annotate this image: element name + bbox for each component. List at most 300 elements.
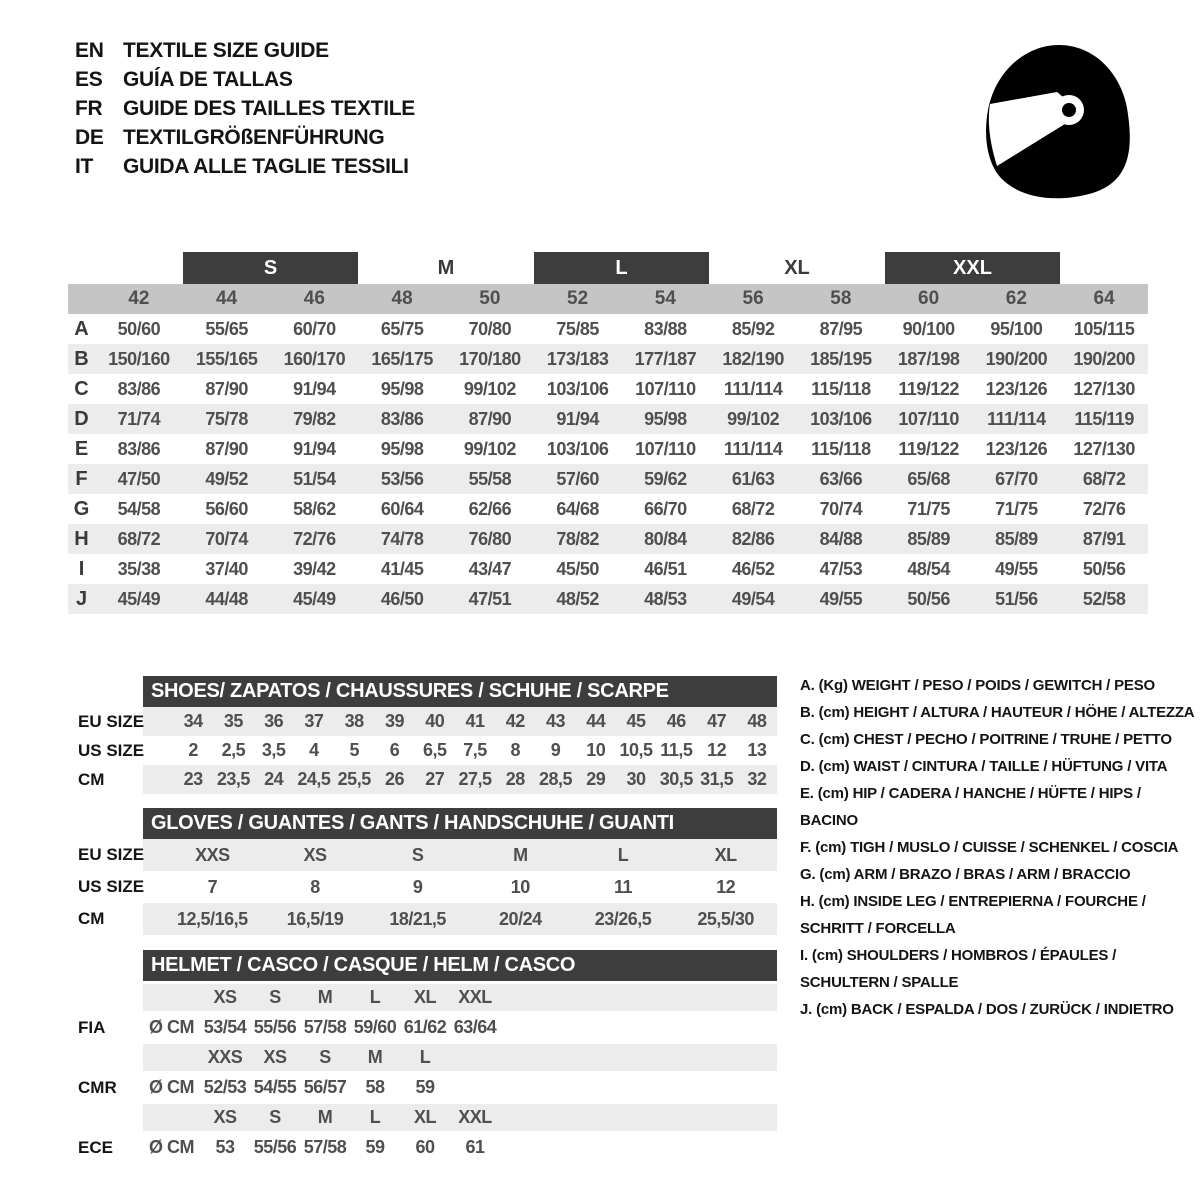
value-cell: 123/126 — [985, 438, 1048, 459]
value-band — [143, 1131, 777, 1164]
value-cell: 65/75 — [380, 318, 424, 339]
value-cell: 115/118 — [811, 378, 871, 399]
size-cell: L — [369, 987, 381, 1007]
language-row — [75, 94, 415, 123]
value-cell: 177/187 — [634, 348, 697, 369]
value-band — [143, 871, 777, 903]
value-cell: 65/68 — [907, 468, 950, 489]
value-cell: 27 — [425, 769, 445, 789]
value-cell: 8 — [310, 876, 320, 897]
unit-label: Ø CM — [149, 1077, 194, 1097]
value-cell: 45 — [626, 711, 646, 731]
value-cell: 58/62 — [293, 498, 336, 519]
value-cell: 23 — [183, 769, 203, 789]
row-label: EU SIZE — [78, 845, 145, 864]
standard-label: CMR — [78, 1077, 117, 1097]
value-cell: 54/55 — [253, 1077, 297, 1097]
value-cell: 173/183 — [546, 348, 609, 369]
value-cell: 45/49 — [117, 588, 161, 609]
language-code: ES — [75, 67, 103, 91]
value-cell: 48/53 — [644, 588, 687, 609]
value-cell: 61/62 — [403, 1017, 447, 1037]
value-cell: 56/57 — [303, 1077, 347, 1097]
value-cell: 91/94 — [293, 378, 336, 399]
value-cell: 107/110 — [635, 378, 696, 399]
value-cell: 72/76 — [293, 528, 336, 549]
value-cell: 30,5 — [659, 769, 693, 789]
row-label: EU SIZE — [78, 711, 145, 731]
language-row — [75, 152, 415, 181]
value-cell: 119/122 — [898, 438, 959, 459]
value-cell: 72/76 — [1082, 498, 1126, 519]
value-cell: 68/72 — [731, 498, 775, 519]
value-cell: 59 — [415, 1077, 435, 1097]
size-group-s: S — [183, 252, 359, 284]
value-cell: 28,5 — [539, 769, 573, 789]
value-cell: 85/89 — [995, 528, 1038, 549]
value-cell: 48 — [747, 711, 767, 731]
value-cell: 68/72 — [117, 528, 161, 549]
value-cell: 103/106 — [546, 438, 609, 459]
row-label: US SIZE — [78, 877, 145, 896]
value-cell: 18/21,5 — [389, 908, 446, 929]
value-cell: 84/88 — [819, 528, 863, 549]
legend-item-j: J. (cm) BACK / ESPALDA / DOS / ZURÜCK / INDIETRO — [800, 1001, 1174, 1018]
row-letter: C — [74, 377, 89, 400]
value-cell: 95/98 — [644, 408, 687, 429]
value-cell: 45/49 — [293, 588, 336, 609]
value-cell: 11 — [613, 876, 632, 897]
row-letter: I — [78, 557, 85, 580]
value-cell: 60/64 — [380, 498, 424, 519]
value-cell: 190/200 — [985, 348, 1048, 369]
value-band — [143, 1011, 777, 1044]
value-cell: 59/62 — [644, 468, 687, 489]
value-cell: 42 — [505, 711, 525, 731]
value-cell: 12 — [716, 876, 736, 897]
size-header-56: 56 — [742, 288, 764, 309]
value-cell: 150/160 — [108, 348, 170, 369]
language-title: TEXTILE SIZE GUIDE — [123, 38, 329, 62]
value-cell: 25,5 — [337, 769, 371, 789]
value-cell: 155/165 — [195, 348, 258, 369]
value-cell: 44 — [586, 711, 606, 731]
value-cell: 57/58 — [303, 1137, 347, 1157]
textile-row-h — [68, 524, 1148, 554]
value-cell: 35 — [223, 711, 243, 731]
value-cell: 87/90 — [205, 438, 248, 459]
value-cell: 55/58 — [468, 468, 512, 489]
value-band — [143, 903, 777, 935]
value-cell: 87/90 — [205, 378, 248, 399]
language-title: GUIDA ALLE TAGLIE TESSILI — [123, 154, 409, 178]
value-cell: 83/86 — [117, 378, 161, 399]
measurement-legend — [800, 672, 1198, 1023]
size-group-row — [68, 252, 1148, 284]
value-cell: 127/130 — [1073, 378, 1135, 399]
value-cell: S — [411, 844, 424, 865]
value-cell: 82/86 — [731, 528, 775, 549]
size-band — [143, 984, 777, 1011]
value-cell: 107/110 — [635, 438, 696, 459]
value-cell: 53/56 — [380, 468, 424, 489]
value-cell: 10 — [510, 876, 530, 897]
value-cell: 83/86 — [380, 408, 424, 429]
language-row — [75, 36, 415, 65]
size-number-row — [68, 284, 1148, 314]
value-cell: 99/102 — [463, 378, 516, 399]
value-cell: 111/114 — [987, 408, 1046, 429]
value-cell: 52/53 — [203, 1077, 247, 1097]
value-cell: 46 — [666, 711, 686, 731]
value-cell: 79/82 — [293, 408, 336, 429]
value-cell: 51/56 — [995, 588, 1038, 609]
value-cell: 4 — [309, 740, 319, 760]
size-cell: M — [367, 1047, 383, 1067]
letter-spacer — [68, 284, 95, 314]
value-cell: 9 — [550, 740, 561, 760]
size-header-58: 58 — [830, 288, 852, 309]
helmet-size-row-ece — [68, 1104, 1158, 1131]
value-cell: 61/63 — [731, 468, 775, 489]
row-letter: D — [74, 407, 89, 430]
standard-label: FIA — [78, 1017, 106, 1037]
value-cell: 70/80 — [468, 318, 512, 339]
value-cell: 99/102 — [463, 438, 516, 459]
value-cell: 60/70 — [293, 318, 336, 339]
value-cell: 16,5/19 — [286, 908, 344, 929]
value-cell: 87/95 — [819, 318, 863, 339]
size-band — [143, 1044, 777, 1071]
size-cell: M — [317, 987, 333, 1007]
value-cell: 59/60 — [353, 1017, 397, 1037]
value-cell: 23,5 — [216, 769, 250, 789]
language-title-list — [75, 36, 415, 181]
value-cell: 103/106 — [546, 378, 609, 399]
value-cell: 26 — [384, 769, 404, 789]
value-cell: 30 — [626, 769, 646, 789]
value-cell: 127/130 — [1073, 438, 1135, 459]
value-cell: 46/52 — [731, 558, 775, 579]
language-title: GUÍA DE TALLAS — [123, 67, 293, 91]
value-cell: 66/70 — [644, 498, 687, 519]
standard-label: ECE — [78, 1137, 113, 1157]
textile-row-f — [68, 464, 1148, 494]
value-cell: 46/51 — [644, 558, 687, 579]
value-cell: 50/60 — [117, 318, 161, 339]
value-cell: 63/66 — [819, 468, 863, 489]
value-cell: 13 — [747, 740, 767, 760]
value-cell: 58 — [365, 1077, 385, 1097]
value-cell: 29 — [586, 769, 606, 789]
value-cell: 55/56 — [253, 1017, 297, 1037]
value-cell: 12,5/16,5 — [177, 908, 248, 929]
value-cell: 25,5/30 — [697, 908, 754, 929]
textile-row-e — [68, 434, 1148, 464]
row-label: US SIZE — [78, 740, 145, 760]
size-header-62: 62 — [1005, 288, 1027, 309]
value-cell: M — [513, 844, 528, 865]
row-label: CM — [78, 769, 105, 789]
value-cell: 83/88 — [644, 318, 687, 339]
row-letter: J — [75, 587, 88, 610]
value-cell: 76/80 — [468, 528, 512, 549]
size-group-l: L — [534, 252, 710, 284]
value-cell: 56/60 — [205, 498, 248, 519]
value-cell: 8 — [510, 740, 521, 760]
size-cell: L — [369, 1107, 381, 1127]
value-cell: 6 — [389, 740, 400, 760]
value-cell: 111/114 — [723, 378, 783, 399]
value-cell: 62/66 — [468, 498, 512, 519]
value-cell: 111/114 — [723, 438, 783, 459]
value-cell: 37/40 — [205, 558, 248, 579]
value-cell: 6,5 — [422, 740, 447, 760]
value-cell: 47 — [707, 711, 727, 731]
value-cell: 47/53 — [819, 558, 863, 579]
size-group-xl: XL — [784, 256, 810, 279]
gloves-section-title: GLOVES / GUANTES / GANTS / HANDSCHUHE / GUANTI — [143, 808, 777, 839]
value-cell: 5 — [349, 740, 359, 760]
value-cell: 49/55 — [819, 588, 863, 609]
value-cell: 75/78 — [205, 408, 248, 429]
value-cell: 36 — [264, 711, 284, 731]
value-cell: 7 — [207, 876, 218, 897]
helmet-value-row-cmr — [68, 1071, 1158, 1104]
unit-label: Ø CM — [149, 1137, 194, 1157]
value-cell: 41/45 — [380, 558, 424, 579]
value-cell: 103/106 — [810, 408, 872, 429]
size-cell: M — [317, 1107, 333, 1127]
value-band — [143, 1071, 777, 1104]
value-cell: 64/68 — [556, 498, 599, 519]
value-cell: 9 — [412, 876, 423, 897]
value-cell: 95/100 — [990, 318, 1043, 339]
value-cell: 119/122 — [898, 378, 959, 399]
value-cell: 165/175 — [371, 348, 433, 369]
value-cell: 50/56 — [1082, 558, 1126, 579]
legend-item-i: I. (cm) SHOULDERS / HOMBROS / ÉPAULES / SCHULTERN / SPALLE — [800, 947, 1117, 991]
row-letter: A — [74, 317, 89, 340]
value-cell: 182/190 — [722, 348, 784, 369]
value-cell: 49/52 — [205, 468, 248, 489]
size-cell: S — [269, 987, 281, 1007]
language-title: TEXTILGRÖßENFÜHRUNG — [123, 125, 385, 149]
value-cell: 27,5 — [458, 769, 492, 789]
size-band — [143, 1104, 777, 1131]
textile-row-i — [68, 554, 1148, 584]
value-cell: 123/126 — [985, 378, 1048, 399]
value-cell: XL — [714, 844, 737, 865]
size-cell: XXL — [458, 987, 492, 1007]
value-cell: 87/91 — [1082, 528, 1126, 549]
value-cell: 43 — [546, 711, 566, 731]
size-header-60: 60 — [918, 288, 940, 309]
value-cell: 49/54 — [731, 588, 775, 609]
value-cell: 57/60 — [556, 468, 599, 489]
value-cell: 71/75 — [907, 498, 950, 519]
value-cell: 40 — [425, 711, 445, 731]
value-cell: 35/38 — [117, 558, 161, 579]
size-cell: S — [269, 1107, 281, 1127]
value-cell: 74/78 — [380, 528, 424, 549]
value-cell: 70/74 — [819, 498, 863, 519]
size-cell: XS — [213, 987, 237, 1007]
value-cell: L — [617, 844, 629, 865]
size-cell: XL — [413, 1107, 436, 1127]
value-cell: 105/115 — [1073, 318, 1135, 339]
value-cell: 31,5 — [700, 769, 734, 789]
value-cell: 48/52 — [556, 588, 599, 609]
size-header-54: 54 — [654, 288, 676, 309]
value-cell: 11,5 — [660, 740, 693, 760]
value-cell: 24,5 — [297, 769, 331, 789]
value-cell: 39/42 — [293, 558, 336, 579]
legend-item-h: H. (cm) INSIDE LEG / ENTREPIERNA / FOURCHE / SCHRITT / FORCELLA — [800, 893, 1146, 937]
value-cell: XS — [303, 844, 327, 865]
value-cell: 60 — [415, 1137, 435, 1157]
value-cell: 85/92 — [731, 318, 775, 339]
value-cell: 57/58 — [303, 1017, 347, 1037]
size-cell: XL — [413, 987, 436, 1007]
value-cell: 78/82 — [556, 528, 599, 549]
textile-row-j — [68, 584, 1148, 614]
value-cell: 32 — [747, 769, 767, 789]
value-cell: 39 — [384, 711, 404, 731]
value-cell: 54/58 — [117, 498, 161, 519]
value-band — [143, 707, 777, 736]
value-cell: 50/56 — [907, 588, 950, 609]
size-header-42: 42 — [128, 288, 150, 309]
value-cell: 41 — [465, 711, 485, 731]
value-band — [143, 736, 777, 765]
value-cell: 20/24 — [499, 908, 542, 929]
language-code: DE — [75, 125, 104, 149]
helmet-section-title: HELMET / CASCO / CASQUE / HELM / CASCO — [143, 950, 777, 981]
unit-label: Ø CM — [149, 1017, 194, 1037]
size-cell: L — [419, 1047, 431, 1067]
value-cell: 23/26,5 — [594, 908, 652, 929]
value-cell: 190/200 — [1073, 348, 1135, 369]
value-cell: 70/74 — [205, 528, 248, 549]
value-cell: 185/195 — [810, 348, 872, 369]
value-cell: 99/102 — [727, 408, 780, 429]
textile-row-a — [68, 314, 1148, 344]
textile-row-d — [68, 404, 1148, 434]
value-cell: 43/47 — [468, 558, 512, 579]
value-cell: 67/70 — [995, 468, 1038, 489]
value-cell: 48/54 — [907, 558, 950, 579]
size-header-48: 48 — [391, 288, 413, 309]
value-cell: 10 — [586, 740, 606, 760]
value-cell: 51/54 — [293, 468, 336, 489]
value-cell: 2,5 — [221, 740, 246, 760]
legend-item-c: C. (cm) CHEST / PECHO / POITRINE / TRUHE / PETTO — [800, 731, 1172, 748]
value-cell: 55/65 — [205, 318, 248, 339]
value-cell: 24 — [264, 769, 284, 789]
size-cell: XS — [263, 1047, 287, 1067]
value-cell: XXS — [195, 844, 230, 865]
visor-pivot-dot — [1062, 103, 1076, 117]
size-header-52: 52 — [567, 288, 589, 309]
size-header-44: 44 — [216, 288, 238, 309]
value-cell: 170/180 — [459, 348, 521, 369]
value-cell: 53/54 — [203, 1017, 247, 1037]
language-code: FR — [75, 96, 103, 120]
value-cell: 47/50 — [117, 468, 161, 489]
size-cell: XXL — [458, 1107, 492, 1127]
value-cell: 160/170 — [283, 348, 346, 369]
value-cell: 12 — [707, 740, 727, 760]
value-cell: 68/72 — [1082, 468, 1126, 489]
value-cell: 95/98 — [380, 438, 424, 459]
value-cell: 61 — [465, 1137, 485, 1157]
value-cell: 71/74 — [117, 408, 161, 429]
value-cell: 115/119 — [1074, 408, 1134, 429]
row-letter: B — [74, 347, 89, 370]
legend-item-e: E. (cm) HIP / CADERA / HANCHE / HÜFTE / HIPS / BACINO — [800, 785, 1141, 829]
size-header-50: 50 — [479, 288, 501, 309]
value-cell: 38 — [344, 711, 364, 731]
size-cell: XXS — [207, 1047, 243, 1067]
textile-rows — [68, 314, 1148, 614]
legend-item-a: A. (Kg) WEIGHT / PESO / POIDS / GEWITCH / PESO — [800, 677, 1155, 694]
value-cell: 3,5 — [261, 740, 286, 760]
language-row — [75, 65, 415, 94]
value-cell: 83/86 — [117, 438, 161, 459]
legend-item-g: G. (cm) ARM / BRAZO / BRAS / ARM / BRACCIO — [800, 866, 1131, 883]
language-title: GUIDE DES TAILLES TEXTILE — [123, 96, 415, 120]
value-cell: 37 — [304, 711, 324, 731]
textile-row-c — [68, 374, 1148, 404]
value-cell: 46/50 — [380, 588, 424, 609]
row-letter: G — [73, 497, 90, 520]
value-cell: 55/56 — [253, 1137, 297, 1157]
value-cell: 85/89 — [907, 528, 950, 549]
value-cell: 59 — [365, 1137, 385, 1157]
row-label: CM — [78, 909, 105, 928]
value-cell: 52/58 — [1082, 588, 1126, 609]
value-cell: 115/118 — [811, 438, 871, 459]
legend-item-f: F. (cm) TIGH / MUSLO / CUISSE / SCHENKEL / COSCIA — [800, 839, 1179, 856]
value-cell: 53 — [215, 1137, 235, 1157]
helmet-value-row-ece — [68, 1131, 1158, 1164]
size-cell: XS — [213, 1107, 237, 1127]
textile-row-g — [68, 494, 1148, 524]
value-cell: 7,5 — [463, 740, 487, 760]
size-header-46: 46 — [303, 288, 325, 309]
value-cell: 45/50 — [556, 558, 599, 579]
value-band — [143, 839, 777, 871]
shoes-section-title: SHOES/ ZAPATOS / CHAUSSURES / SCHUHE / SCARPE — [143, 676, 777, 707]
value-cell: 2 — [188, 740, 198, 760]
value-cell: 71/75 — [995, 498, 1038, 519]
size-group-m: M — [437, 256, 455, 279]
value-cell: 75/85 — [556, 318, 599, 339]
textile-size-table — [68, 252, 1148, 614]
value-cell: 87/90 — [468, 408, 512, 429]
value-cell: 63/64 — [453, 1017, 497, 1037]
value-cell: 90/100 — [902, 318, 955, 339]
value-cell: 49/55 — [995, 558, 1038, 579]
value-cell: 44/48 — [205, 588, 248, 609]
row-letter: F — [75, 467, 88, 490]
value-cell: 187/198 — [897, 348, 960, 369]
size-cell: S — [319, 1047, 331, 1067]
racing-helmet-icon — [981, 40, 1133, 204]
value-cell: 107/110 — [898, 408, 959, 429]
value-cell: 10,5 — [619, 740, 653, 760]
